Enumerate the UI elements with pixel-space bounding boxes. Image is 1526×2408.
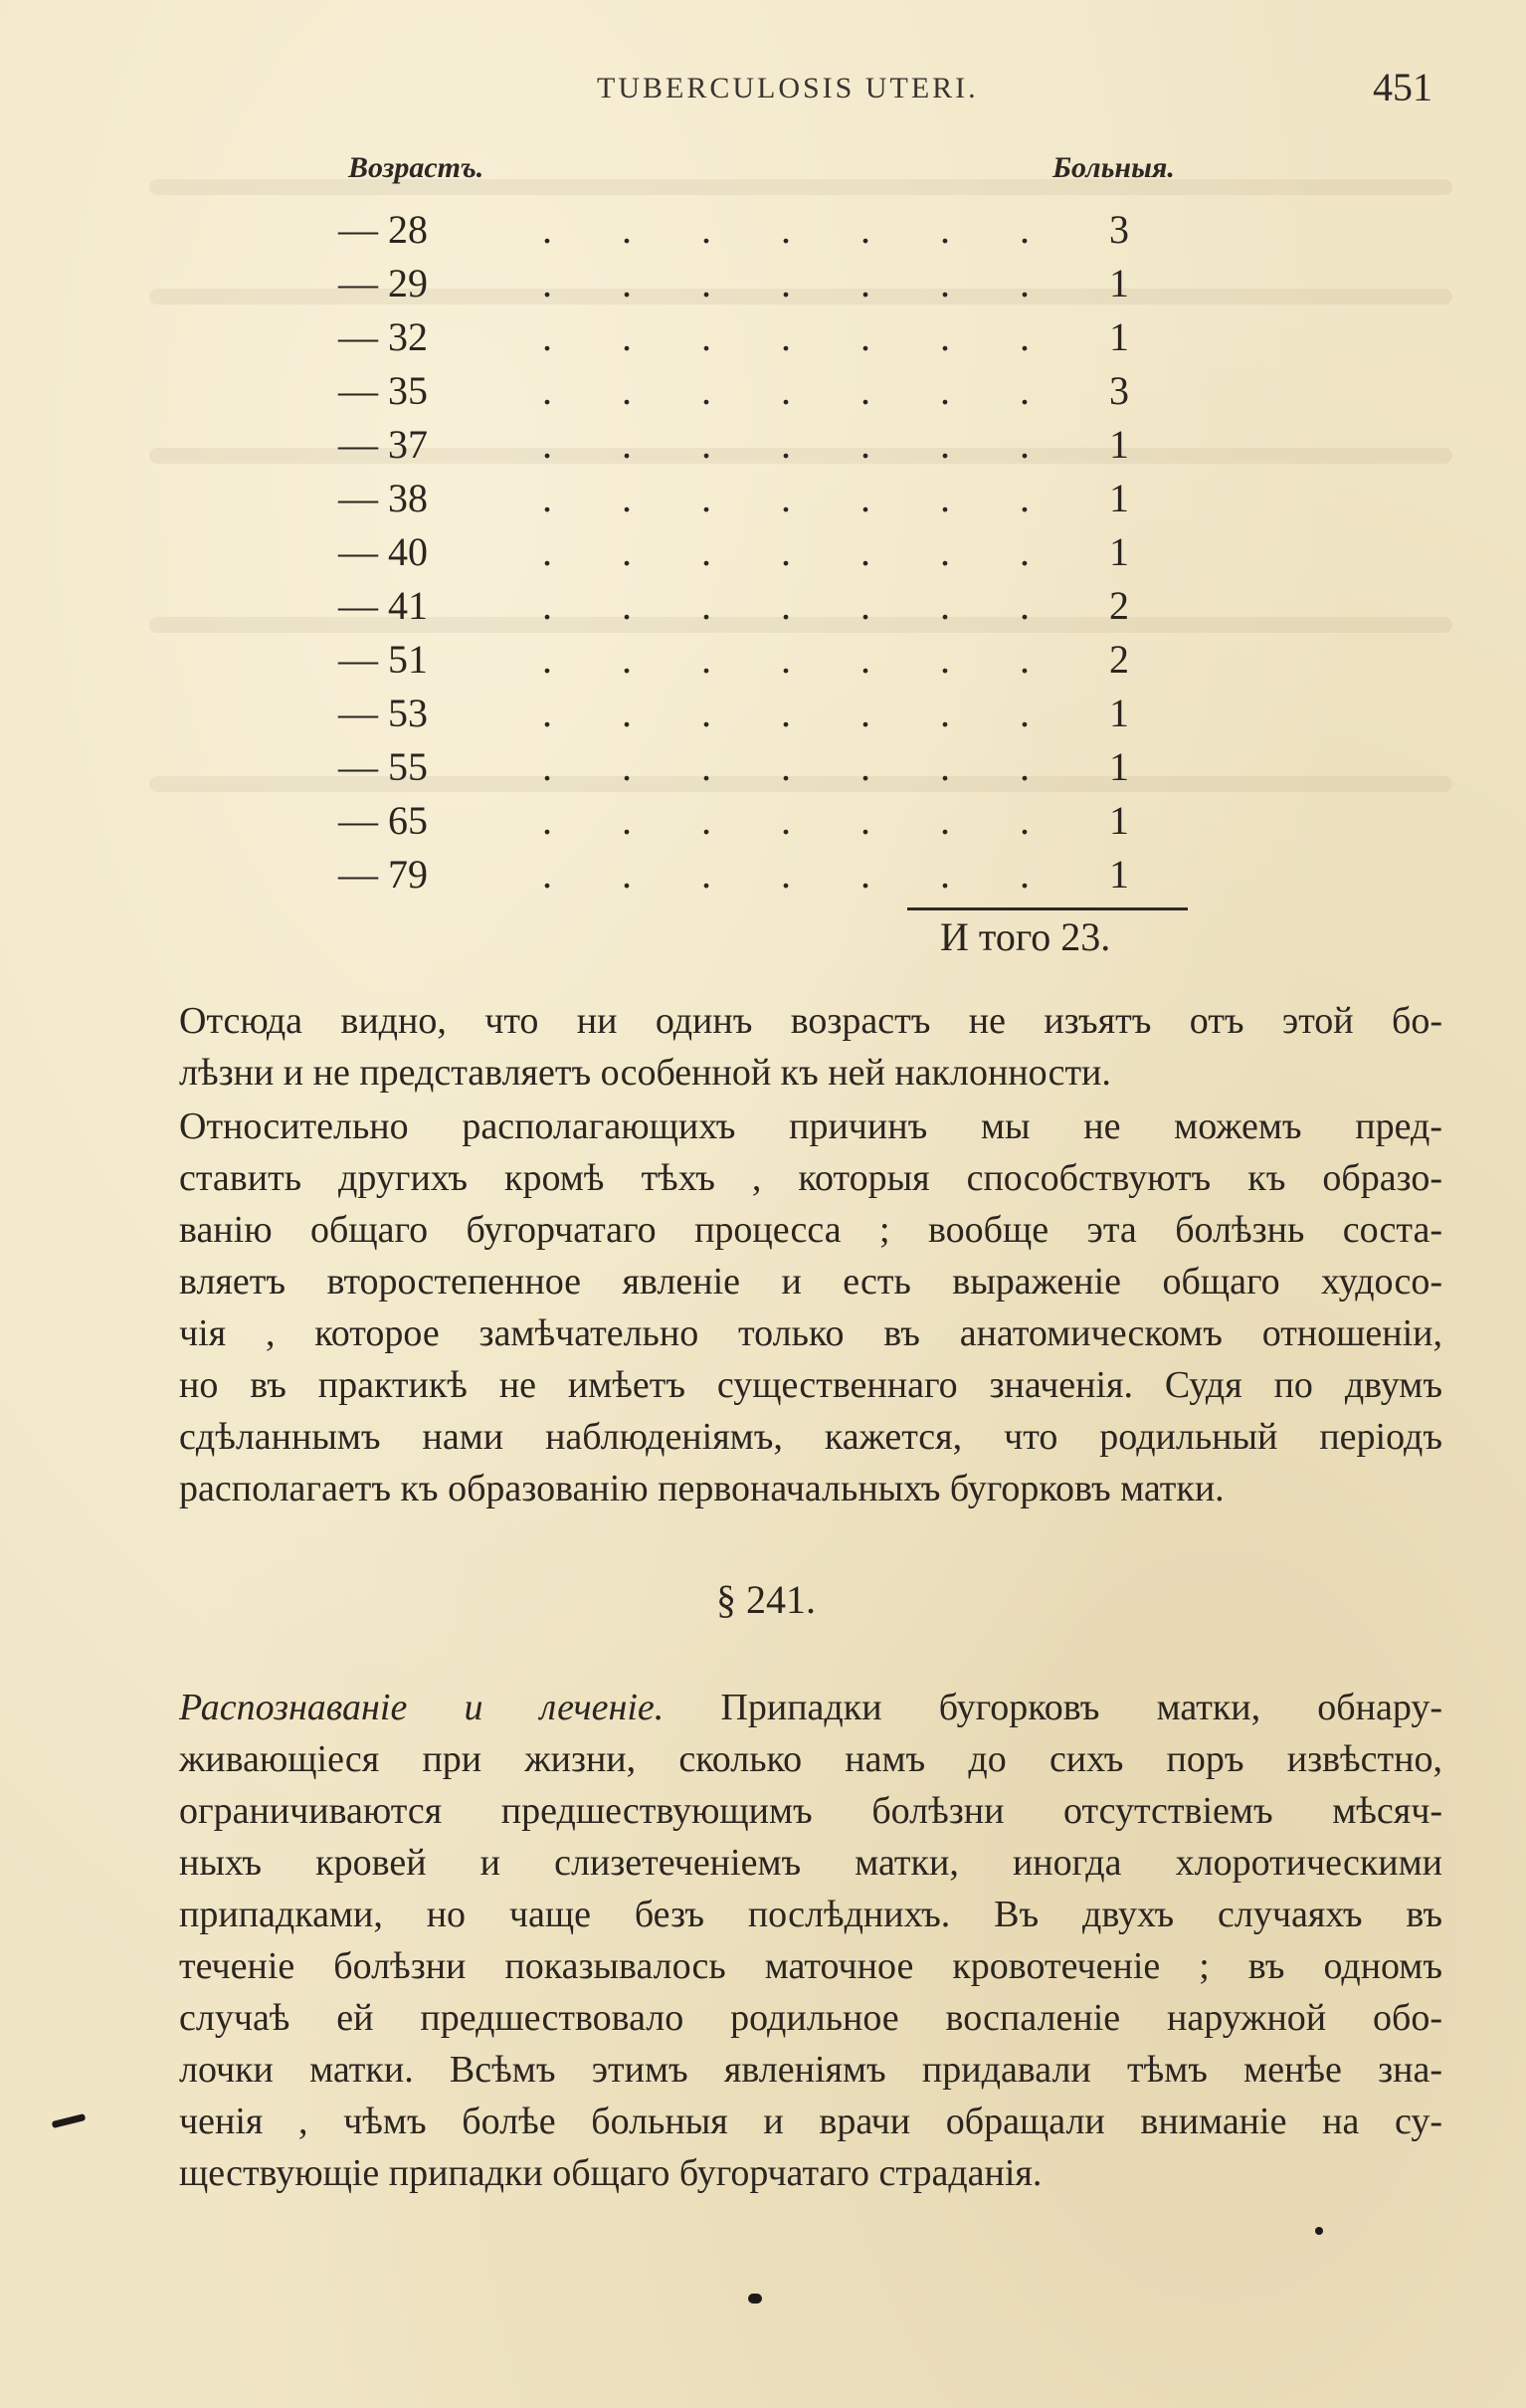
patient-count: 3 [1109,207,1129,252]
patient-count: 1 [1109,476,1129,520]
ink-mark [1315,2227,1323,2235]
age-table-row [338,203,1154,257]
paragraph-line: Отсюда видно, что ни одинъ возрастъ не изъятъ отъ этой бо- [179,1000,1442,1042]
total-rule [907,907,1188,910]
paragraph-line: живающіеся при жизни, сколько намъ до сихъ поръ извѣстно, [179,1738,1442,1780]
total-line: И того 23. [940,914,1111,959]
age-value: — 37 [338,422,428,467]
age-value: — 32 [338,314,428,359]
patient-count: 1 [1109,691,1129,735]
age-value: — 55 [338,744,428,789]
column-header-age: Возрастъ. [348,151,484,184]
column-header-patients: Больныя. [1052,151,1175,184]
paragraph-line: припадками, но чаще безъ послѣднихъ. Въ двухъ случаяхъ въ [179,1894,1442,1935]
paragraph-line: ченія , чѣмъ болѣе больныя и врачи обращали вниманіе на су- [179,2101,1442,2142]
page-number: 451 [1373,65,1432,109]
age-table-row [338,579,1154,633]
paragraph-line-text: Припадки бугорковъ матки, обнару- [664,1687,1442,1728]
patient-count: 3 [1109,368,1129,413]
leader-dots: . . . . . . . [542,583,1030,628]
leader-dots: . . . . . . . [542,476,1030,520]
paragraph-line: ществующіе припадки общаго бугорчатаго страданія. [179,2152,1043,2194]
age-value: — 41 [338,583,428,628]
paragraph-line: располагаетъ къ образованію первоначальныхъ бугорковъ матки. [179,1468,1225,1509]
paragraph-line: ныхъ кровей и слизетеченіемъ матки, иногда хлоротическими [179,1842,1442,1884]
paragraph-diagnosis-treatment [179,1682,1442,2199]
age-value: — 38 [338,476,428,520]
leader-dots: . . . . . . . [542,798,1030,843]
patient-count: 1 [1109,422,1129,467]
patient-count: 1 [1109,529,1129,574]
age-table-row [338,418,1154,472]
leader-dots: . . . . . . . [542,529,1030,574]
ink-mark [748,2294,762,2304]
patient-count: 1 [1109,852,1129,897]
age-value: — 51 [338,637,428,682]
paragraph-line: Относительно располагающихъ причинъ мы не можемъ пред- [179,1105,1442,1147]
paragraph-age-conclusion [179,995,1442,1099]
leader-dots: . . . . . . . [542,368,1030,413]
leader-dots: . . . . . . . [542,422,1030,467]
patient-count: 2 [1109,583,1129,628]
paragraph-line: теченіе болѣзни показывалось маточное кровотеченіе ; въ одномъ [179,1945,1442,1987]
paragraph-line: чія , которое замѣчательно только въ анатомическомъ отношеніи, [179,1312,1442,1354]
age-table-row [338,310,1154,364]
patient-count: 1 [1109,314,1129,359]
age-value: — 35 [338,368,428,413]
ink-mark [52,2113,87,2128]
paragraph-line: но въ практикѣ не имѣетъ существеннаго значенія. Судя по двумъ [179,1364,1442,1406]
age-value: — 79 [338,852,428,897]
italic-lead-phrase: Распознаваніе и леченіе. [179,1687,665,1728]
age-table-row [338,687,1154,740]
paragraph-line: ставить другихъ кромѣ тѣхъ , которыя способствуютъ къ образо- [179,1157,1442,1199]
paragraph-line [179,1682,1442,1733]
leader-dots: . . . . . . . [542,314,1030,359]
age-table-row [338,257,1154,310]
patient-count: 1 [1109,744,1129,789]
leader-dots: . . . . . . . [542,207,1030,252]
age-table-row [338,633,1154,687]
patient-count: 1 [1109,798,1129,843]
patient-count: 2 [1109,637,1129,682]
leader-dots: . . . . . . . [542,637,1030,682]
leader-dots: . . . . . . . [542,691,1030,735]
age-table-row [338,848,1154,902]
age-value: — 65 [338,798,428,843]
leader-dots: . . . . . . . [542,852,1030,897]
age-table-row [338,740,1154,794]
age-value: — 53 [338,691,428,735]
age-table [338,203,1154,902]
age-value: — 40 [338,529,428,574]
show-through-mark [149,179,1452,195]
section-title: § 241. [716,1577,816,1622]
paragraph-line: ванію общаго бугорчатаго процесса ; вообще эта болѣзнь соста- [179,1209,1442,1251]
running-title: TUBERCULOSIS UTERI. [597,72,979,104]
age-value: — 28 [338,207,428,252]
age-table-row [338,472,1154,525]
paragraph-line: лочки матки. Всѣмъ этимъ явленіямъ придавали тѣмъ менѣе зна- [179,2049,1442,2091]
leader-dots: . . . . . . . [542,261,1030,305]
age-table-row [338,364,1154,418]
age-table-row [338,525,1154,579]
paragraph-line: сдѣланнымъ нами наблюденіямъ, кажется, что родильный періодъ [179,1416,1442,1458]
paragraph-line: лѣзни и не представляетъ особенной къ ней наклонности. [179,1052,1111,1094]
age-table-row [338,794,1154,848]
paragraph-line: ограничиваются предшествующимъ болѣзни отсутствіемъ мѣсяч- [179,1790,1442,1832]
leader-dots: . . . . . . . [542,744,1030,789]
age-value: — 29 [338,261,428,305]
paragraph-line: случаѣ ей предшествовало родильное воспаленіе наружной обо- [179,1997,1442,2039]
paragraph-predisposing-causes [179,1101,1442,1514]
patient-count: 1 [1109,261,1129,305]
paragraph-line: вляетъ второстепенное явленіе и есть выраженіе общаго худосо- [179,1261,1442,1303]
